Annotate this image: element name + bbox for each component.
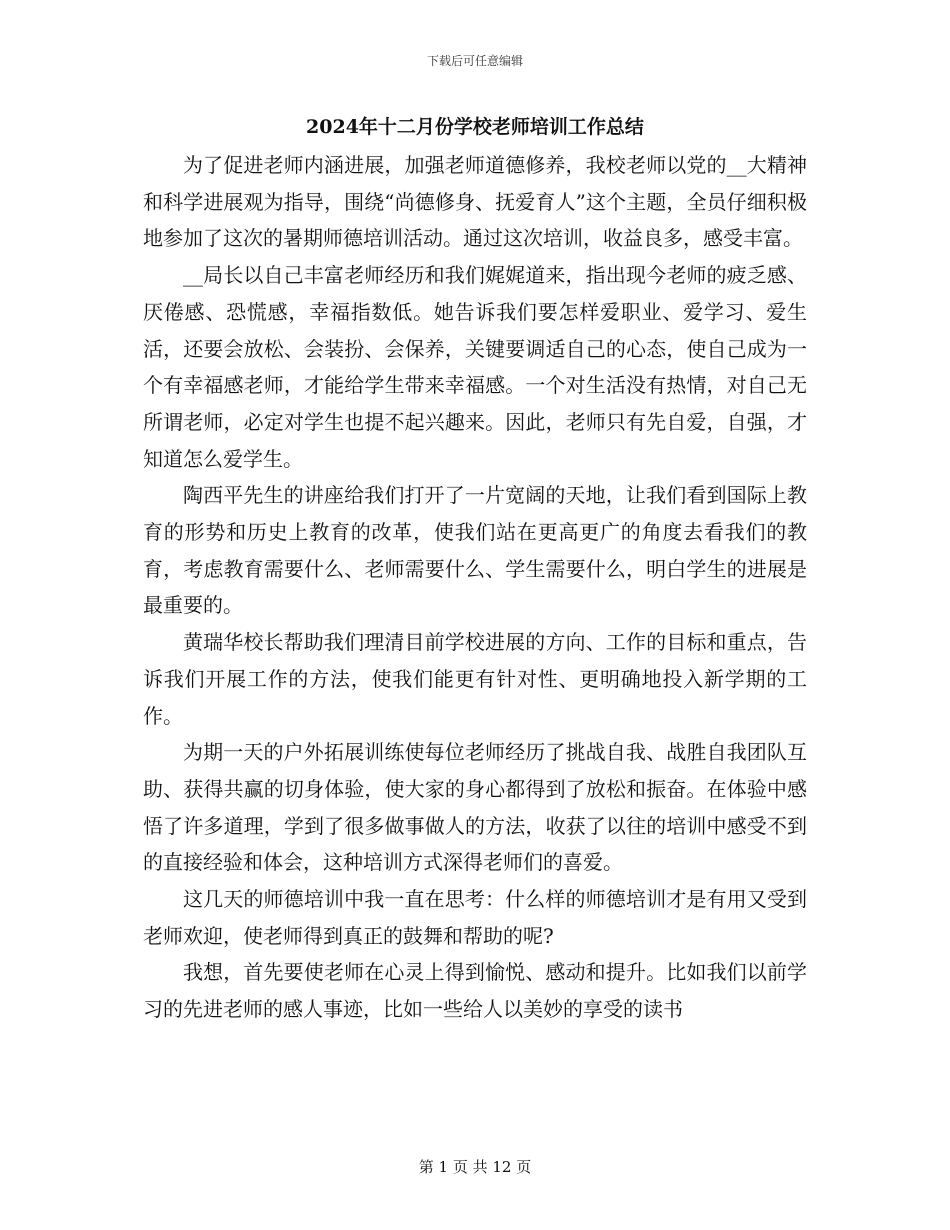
paragraph: 这几天的师德培训中我一直在思考：什么样的师德培训才是有用又受到老师欢迎，使老师得到真正的鼓舞和帮助的呢? [143, 887, 807, 948]
paragraph: 陶西平先生的讲座给我们打开了一片宽阔的天地，让我们看到国际上教育的形势和历史上教育的改革，使我们站在更高更广的角度去看我们的教育，考虑教育需要什么、老师需要什么、学生需要什么，明白学生的进展是最重要的。 [143, 483, 807, 618]
document-title: 2024年十二月份学校老师培训工作总结 [306, 116, 644, 138]
paragraph: __局长以自己丰富老师经历和我们娓娓道来，指出现今老师的疲乏感、厌倦感、恐慌感，幸福指数低。她告诉我们要怎样爱职业、爱学习、爱生活，还要会放松、会装扮、会保养，关键要调适自己的心态，使自己成为一个有幸福感老师，才能给学生带来幸福感。一个对生活没有热情，对自己无所谓老师，必定对学生也提不起兴趣来。因此，老师只有先自爱，自强，才知道怎么爱学生。 [143, 263, 807, 471]
page-header-note: 下载后可任意编辑 [426, 54, 523, 68]
document-body [143, 147, 807, 1028]
page-number-footer: 第 1 页 共 12 页 [418, 1158, 532, 1176]
paragraph: 我想，首先要使老师在心灵上得到愉悦、感动和提升。比如我们以前学习的先进老师的感人事迹，比如一些给人以美妙的享受的读书 [143, 960, 807, 1022]
paragraph: 黄瑞华校长帮助我们理清目前学校进展的方向、工作的目标和重点，告诉我们开展工作的方法，使我们能更有针对性、更明确地投入新学期的工作。 [143, 630, 807, 728]
paragraph: 为了促进老师内涵进展，加强老师道德修养，我校老师以党的__大精神和科学进展观为指导，围绕“尚德修身、抚爱育人”这个主题，全员仔细积极地参加了这次的暑期师德培训活动。通过这次培训，收益良多，感受丰富。 [143, 153, 807, 251]
paragraph: 为期一天的户外拓展训练使每位老师经历了挑战自我、战胜自我团队互助、获得共赢的切身体验，使大家的身心都得到了放松和振奋。在体验中感悟了许多道理，学到了很多做事做人的方法，收获了以往的培训中感受不到的直接经验和体会，这种培训方式深得老师们的喜爱。 [143, 740, 807, 875]
